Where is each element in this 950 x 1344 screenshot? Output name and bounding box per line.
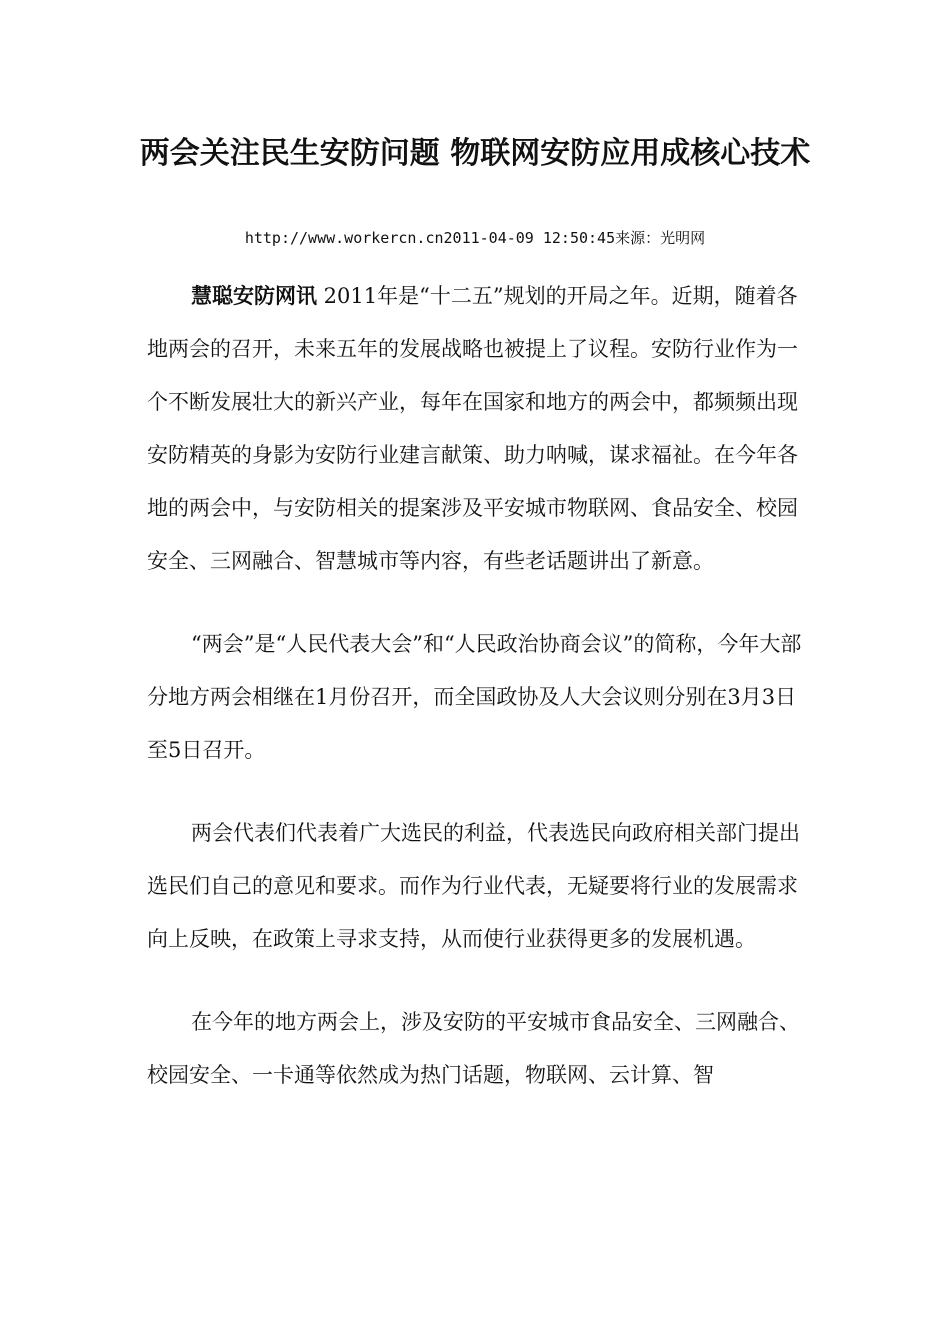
paragraph-text: 2011年是“十二五”规划的开局之年。近期，随着各地两会的召开，未来五年的发展战略也被提上了议程。安防行业作为一个不断发展壮大的新兴产业，每年在国家和地方的两会中，都频频出现安防精英的身影为安防行业建言献策、助力呐喊，谋求福祉。在今年各地的两会中，与安防相关的提案涉及平安城市物联网、食品安全、校园安全、三网融合、智慧城市等内容，有些老话题讲出了新意。 (147, 284, 798, 573)
paragraph: 在今年的地方两会上，涉及安防的平安城市食品安全、三网融合、校园安全、一卡通等依然成为热门话题，物联网、云计算、智 (147, 1010, 800, 1087)
source-url: http://www.workercn.cn (244, 229, 444, 247)
lead-text: 慧聪安防网讯 (191, 284, 317, 308)
paragraph: 两会代表们代表着广大选民的利益，代表选民向政府相关部门提出选民们自己的意见和要求。而作为行业代表，无疑要将行业的发展需求向上反映，在政策上寻求支持，从而使行业获得更多的发展机遇。 (147, 821, 800, 951)
article-title: 两会关注民生安防问题 物联网安防应用成核心技术 (139, 136, 811, 171)
source-label: 来源：光明网 (615, 229, 706, 247)
paragraph: “两会”是“人民代表大会”和“人民政治协商会议”的简称，今年大部分地方两会相继在1月份召开，而全国政协及人大会议则分别在3月3日至5日召开。 (147, 632, 802, 762)
paragraph (147, 270, 817, 588)
article-source-line (100, 228, 850, 248)
article-body (147, 270, 817, 1132)
source-datetime: 2011-04-09 12:50:45 (443, 229, 616, 247)
